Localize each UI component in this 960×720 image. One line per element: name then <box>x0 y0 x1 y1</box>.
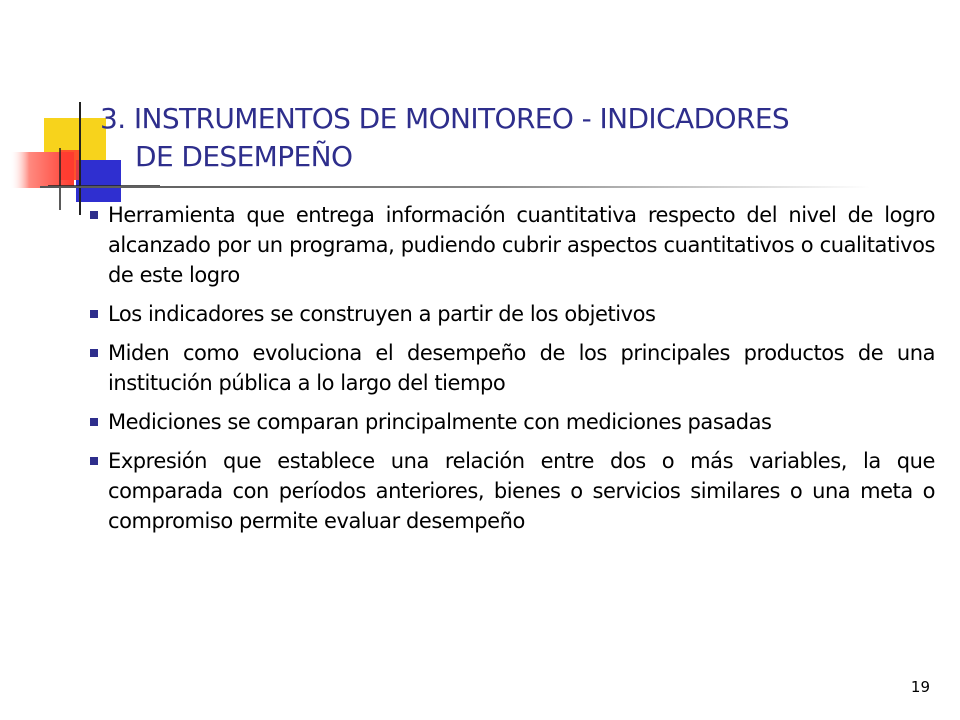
page-number: 19 <box>910 678 930 696</box>
square-bullet-icon <box>90 349 98 357</box>
title-underline <box>40 186 870 188</box>
square-bullet-icon <box>90 457 98 465</box>
square-bullet-icon <box>90 310 98 318</box>
square-bullet-icon <box>90 418 98 426</box>
bullet-text: Miden como evoluciona el desempeño de los principales productos de una institución pública a lo largo del tiempo <box>108 341 935 395</box>
bullet-text: Herramienta que entrega información cuantitativa respecto del nivel de logro alcanzado por un programa, pudiendo cubrir aspectos cuantitativos o cualitativos de este logro <box>108 203 935 287</box>
bullet-item <box>90 299 935 329</box>
bullet-item <box>90 200 935 290</box>
square-bullet-icon <box>90 211 98 219</box>
bullet-item <box>90 338 935 398</box>
bullet-item <box>90 446 935 536</box>
slide-title-line1: 3. INSTRUMENTOS DE MONITOREO - INDICADORES <box>100 102 790 135</box>
slide-title <box>100 100 940 176</box>
bullet-text: Expresión que establece una relación entre dos o más variables, la que comparada con períodos anteriores, bienes o servicios similares o una meta o compromiso permite evaluar desempeño <box>108 449 935 533</box>
bullet-item <box>90 407 935 437</box>
bullet-text: Mediciones se comparan principalmente con mediciones pasadas <box>108 410 772 434</box>
bullet-text: Los indicadores se construyen a partir de los objetivos <box>108 302 656 326</box>
slide-title-line2: DE DESEMPEÑO <box>135 140 353 173</box>
bullet-list <box>90 200 935 545</box>
